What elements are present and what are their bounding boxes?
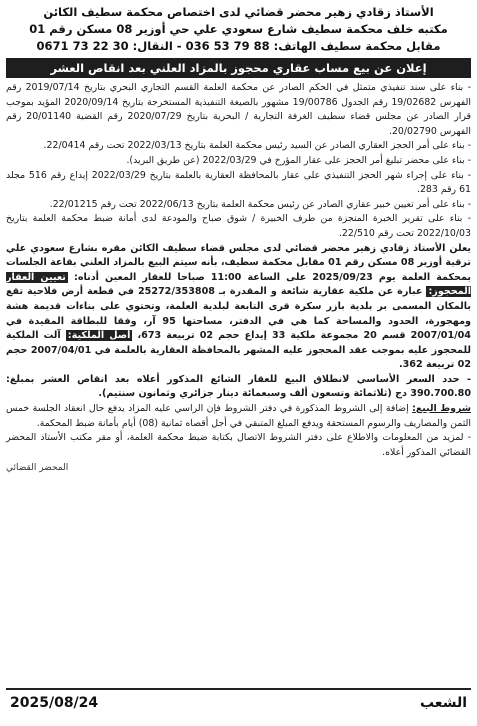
header-line-3: مقابل محكمة سطيف الهاتف: 88 79 53 036 - النقال: 30 22 73 0671 xyxy=(36,39,441,53)
publication-date: 2025/08/24 xyxy=(10,695,99,711)
property-label: تعيين العقار المحجوز: xyxy=(6,271,471,298)
base-price: - حدد السعر الأساسي لانطلاق البيع للعقار الشائع المذكور أعلاه بعد انقاص العشر بمبلغ: 390.700.80 دج (ثلاثمائة وتسعون ألف وسبعمائة دينار جزائري وثمانون سنتيم). xyxy=(6,373,471,400)
conditions-text: إضافة إلى الشروط المذكورة في دفتر الشروط فإن الراسي عليه المزاد يدفع حال انعقاد الجلسة خمس الثمن والمصاريف والرسوم المستحقة ويدفع المبلغ المتبقي في أجل أقصاه ثمانية (08) أيام بأمانة ضبط المحكمة. xyxy=(6,403,471,429)
conditions-label: شروط البيع: xyxy=(412,403,471,415)
header-line-1: الأستاذ زقادي زهير محضر قضائي لدى اختصاص محكمة سطيف الكائن xyxy=(43,5,434,19)
sale-conditions xyxy=(6,402,471,431)
bailiff-header xyxy=(6,4,471,55)
announcement-title: إعلان عن بيع مساب عقاري محجوز بالمزاد العلني بعد انقاص العشر xyxy=(6,58,471,78)
closing-paragraph: - لمزيد من المعلومات والاطلاع على دفتر الشروط الاتصال بكتابة ضبط محكمة العلمة، أو مقر مكتب الأستاذ المحضر القضائي المذكور أعلاه. xyxy=(6,432,471,458)
paragraph-1: - بناء على سند تنفيذي متمثل في الحكم الصادر عن محكمة العلمة القسم التجاري البحري بتاريخ 2019/07/14 رقم الفهرس 19/02682 رقم الجدول 19/00786 مشهور بالصيغة التنفيذية المستخرجة بتاريخ 2020/09/14 المؤيد بموجب قرار الصادر عن مجلس قضاء سطيف الغرفة التجارية / البحرية بتاريخ 2020/07/29 رقم القضية 20/01140 رقم الفهرس 20/02790. xyxy=(6,82,471,137)
sale-announcement xyxy=(6,242,471,373)
ownership-origin-label: أصل الملكية: xyxy=(67,330,131,342)
legal-announcement-page xyxy=(6,4,471,716)
sale-intro: يعلن الأستاذ زقادي زهير محضر قضائي لدى مجلس قضاء سطيف الكائن مقره بشارع سعودي علي ترقية أوزير 08 مسكن رقم 01 مقابل محكمة سطيف، بأنه سيتم البيع بالمزاد العلني بقاعة الجلسات بمحكمة العلمة يوم 2025/09/23 على الساعة 11:00 صباحا للعقار المعين أدناه: xyxy=(6,242,471,283)
paragraph-5: - بناء على أمر تعيين خبير عقاري الصادر عن رئيس محكمة العلمة بتاريخ 2022/06/13 تحت رقم 22/01215. xyxy=(49,198,471,210)
bailiff-signature: المحضر القضائي xyxy=(6,463,69,474)
property-description: عبارة عن ملكية عقارية شائعة و المقدرة بـ 25272/353808 في قطعة أرض فلاحية تقع بالمكان المسمى بر بلدية بازر سكرة قرى التابعة لبلدية العلمة، وتحتوي على بناءات قديمة هشة ومهجورة، الحدود والمساحة كما هي في الدفتر، مساحتها 95 آر، وفقا للبطاقة المقيدة في 2007/01/04 قسم 20 مجموعة ملكية 33 إيداع حجم 02 تربيعة 673، xyxy=(6,286,472,342)
newspaper-name: الشعب xyxy=(419,695,467,711)
paragraph-6: - بناء على تقرير الخبرة المنجزة من طرف الخبيرة / شوق صباح والمودعة لدى أمانة ضبط محكمة العلمة بتاريخ 2022/10/03 تحت رقم 22/510. xyxy=(6,213,471,239)
announcement-body xyxy=(6,81,471,476)
ownership-origin-text: آلت الملكية للمحجوز عليه بموجب عقد المحجوز عليه المشهر بالمحافظة العقارية بالعلمة في 2007/04/01 حجم 02 تربيعة 362. xyxy=(6,330,471,371)
header-line-2: مكتبه خلف محكمة سطيف شارع سعودي علي حي أوزير 08 مسكن رقم 01 xyxy=(29,22,448,36)
newspaper-footer xyxy=(6,688,471,716)
paragraph-2: - بناء على أمر الحجز العقاري الصادر عن السيد رئيس محكمة العلمة بتاريخ 2022/03/13 تحت رقم 22/0414. xyxy=(43,140,471,152)
paragraph-4: - بناء على إجراء شهر الحجز التنفيذي على عقار بالمحافظة العقارية بالعلمة بتاريخ 2022/03/29 إيداع رقم 516 مجلد 61 رقم 283. xyxy=(6,169,471,196)
signature-row xyxy=(6,461,471,476)
paragraph-3: - بناء على محضر تبليغ أمر الحجز على عقار المؤرخ في 2022/03/29 (عن طريق البريد). xyxy=(126,154,471,166)
